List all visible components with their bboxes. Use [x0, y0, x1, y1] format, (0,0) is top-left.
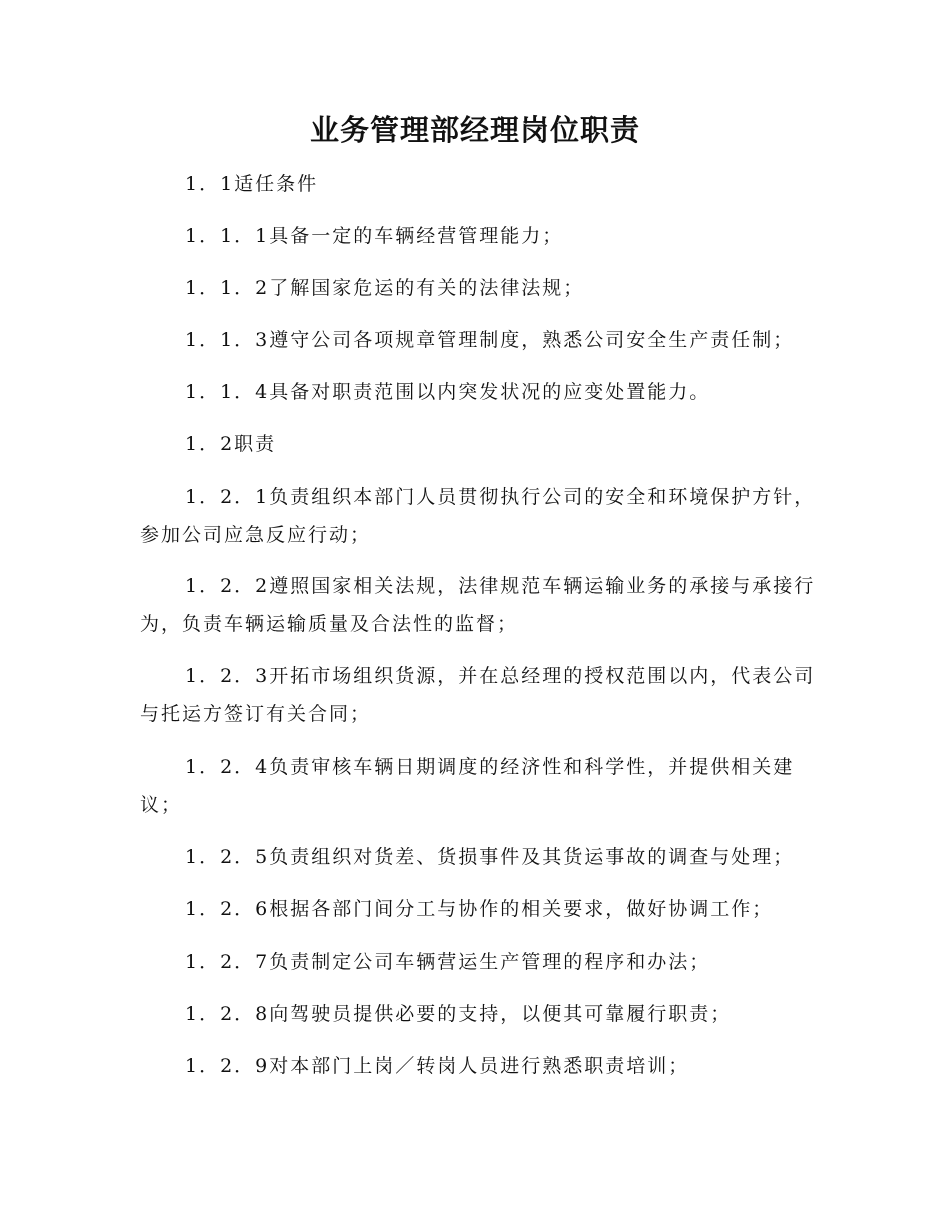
paragraph-1-2-3: 1．2．3开拓市场组织货源，并在总经理的授权范围以内，代表公司与托运方签订有关合同； — [140, 665, 816, 725]
paragraph-1-2-7: 1．2．7负责制定公司车辆营运生产管理的程序和办法； — [185, 951, 711, 973]
paragraph-1-2-6: 1．2．6根据各部门间分工与协作的相关要求，做好协调工作； — [185, 898, 774, 920]
paragraph-1-2-8: 1．2．8向驾驶员提供必要的支持，以便其可靠履行职责； — [185, 1003, 732, 1025]
paragraph-1-1-2: 1．1．2了解国家危运的有关的法律法规； — [185, 277, 585, 299]
paragraph-1-1-3: 1．1．3遵守公司各项规章管理制度，熟悉公司安全生产责任制； — [185, 329, 795, 351]
paragraph-1-1-4: 1．1．4具备对职责范围以内突发状况的应变处置能力。 — [185, 381, 711, 403]
paragraph-1-2-9: 1．2．9对本部门上岗／转岗人员进行熟悉职责培训； — [185, 1055, 690, 1077]
paragraph-1-2: 1．2职责 — [185, 433, 277, 455]
paragraph-1-2-4: 1．2．4负责审核车辆日期调度的经济性和科学性，并提供相关建议； — [140, 756, 795, 816]
paragraph-1-1-1: 1．1．1具备一定的车辆经营管理能力； — [185, 225, 564, 247]
paragraph-1-2-2: 1．2．2遵照国家相关法规，法律规范车辆运输业务的承接与承接行为，负责车辆运输质量及合法性的监督； — [140, 575, 816, 635]
document-title: 业务管理部经理岗位职责 — [309, 113, 640, 147]
paragraph-1-2-1: 1．2．1负责组织本部门人员贯彻执行公司的安全和环境保护方针，参加公司应急反应行动； — [140, 486, 816, 546]
paragraph-1-1: 1．1适任条件 — [185, 173, 319, 195]
paragraph-1-2-5: 1．2．5负责组织对货差、货损事件及其货运事故的调查与处理； — [185, 846, 795, 868]
